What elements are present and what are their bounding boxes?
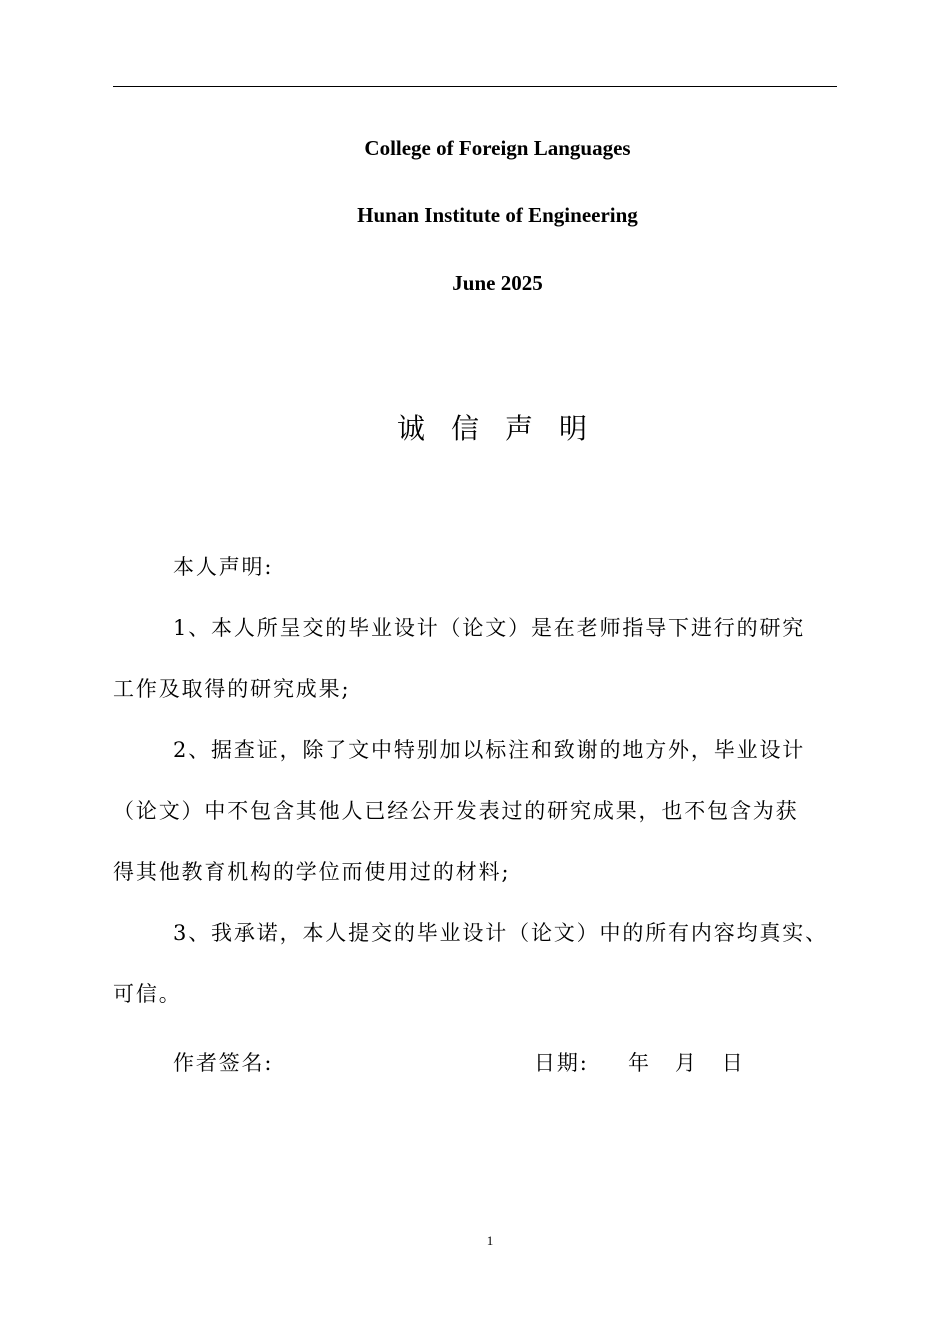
- item-3-line-1: 3、我承诺，本人提交的毕业设计（论文）中的所有内容均真实、: [173, 921, 829, 945]
- day-label: 日: [721, 1051, 745, 1075]
- date-fields: [628, 1045, 745, 1081]
- institute-name: Hunan Institute of Engineering: [357, 203, 638, 227]
- year-label: 年: [628, 1051, 651, 1075]
- month-label: 月: [674, 1051, 698, 1075]
- item-1-line-1: 1、本人所呈交的毕业设计（论文）是在老师指导下进行的研究: [173, 616, 806, 640]
- declaration-body: [113, 537, 873, 1025]
- header-rule: [113, 86, 837, 87]
- item-2-line-1: 2、据查证，除了文中特别加以标注和致谢的地方外，毕业设计: [173, 738, 806, 762]
- item-2-line-3: 得其他教育机构的学位而使用过的材料;: [113, 860, 511, 884]
- item-2-line-2: （论文）中不包含其他人已经公开发表过的研究成果，也不包含为获: [113, 799, 799, 823]
- college-name: College of Foreign Languages: [364, 136, 631, 160]
- date-label: 日期:: [534, 1051, 589, 1075]
- page-number: 1: [486, 1233, 494, 1248]
- declaration-intro: 本人声明:: [173, 555, 274, 579]
- signature-row: [113, 1045, 837, 1081]
- declaration-title: 诚信声明: [396, 412, 613, 445]
- item-1-line-2: 工作及取得的研究成果;: [113, 677, 351, 701]
- submission-date: June 2025: [452, 271, 543, 295]
- author-signature-label: 作者签名:: [173, 1051, 274, 1075]
- item-3-line-2: 可信。: [113, 982, 182, 1006]
